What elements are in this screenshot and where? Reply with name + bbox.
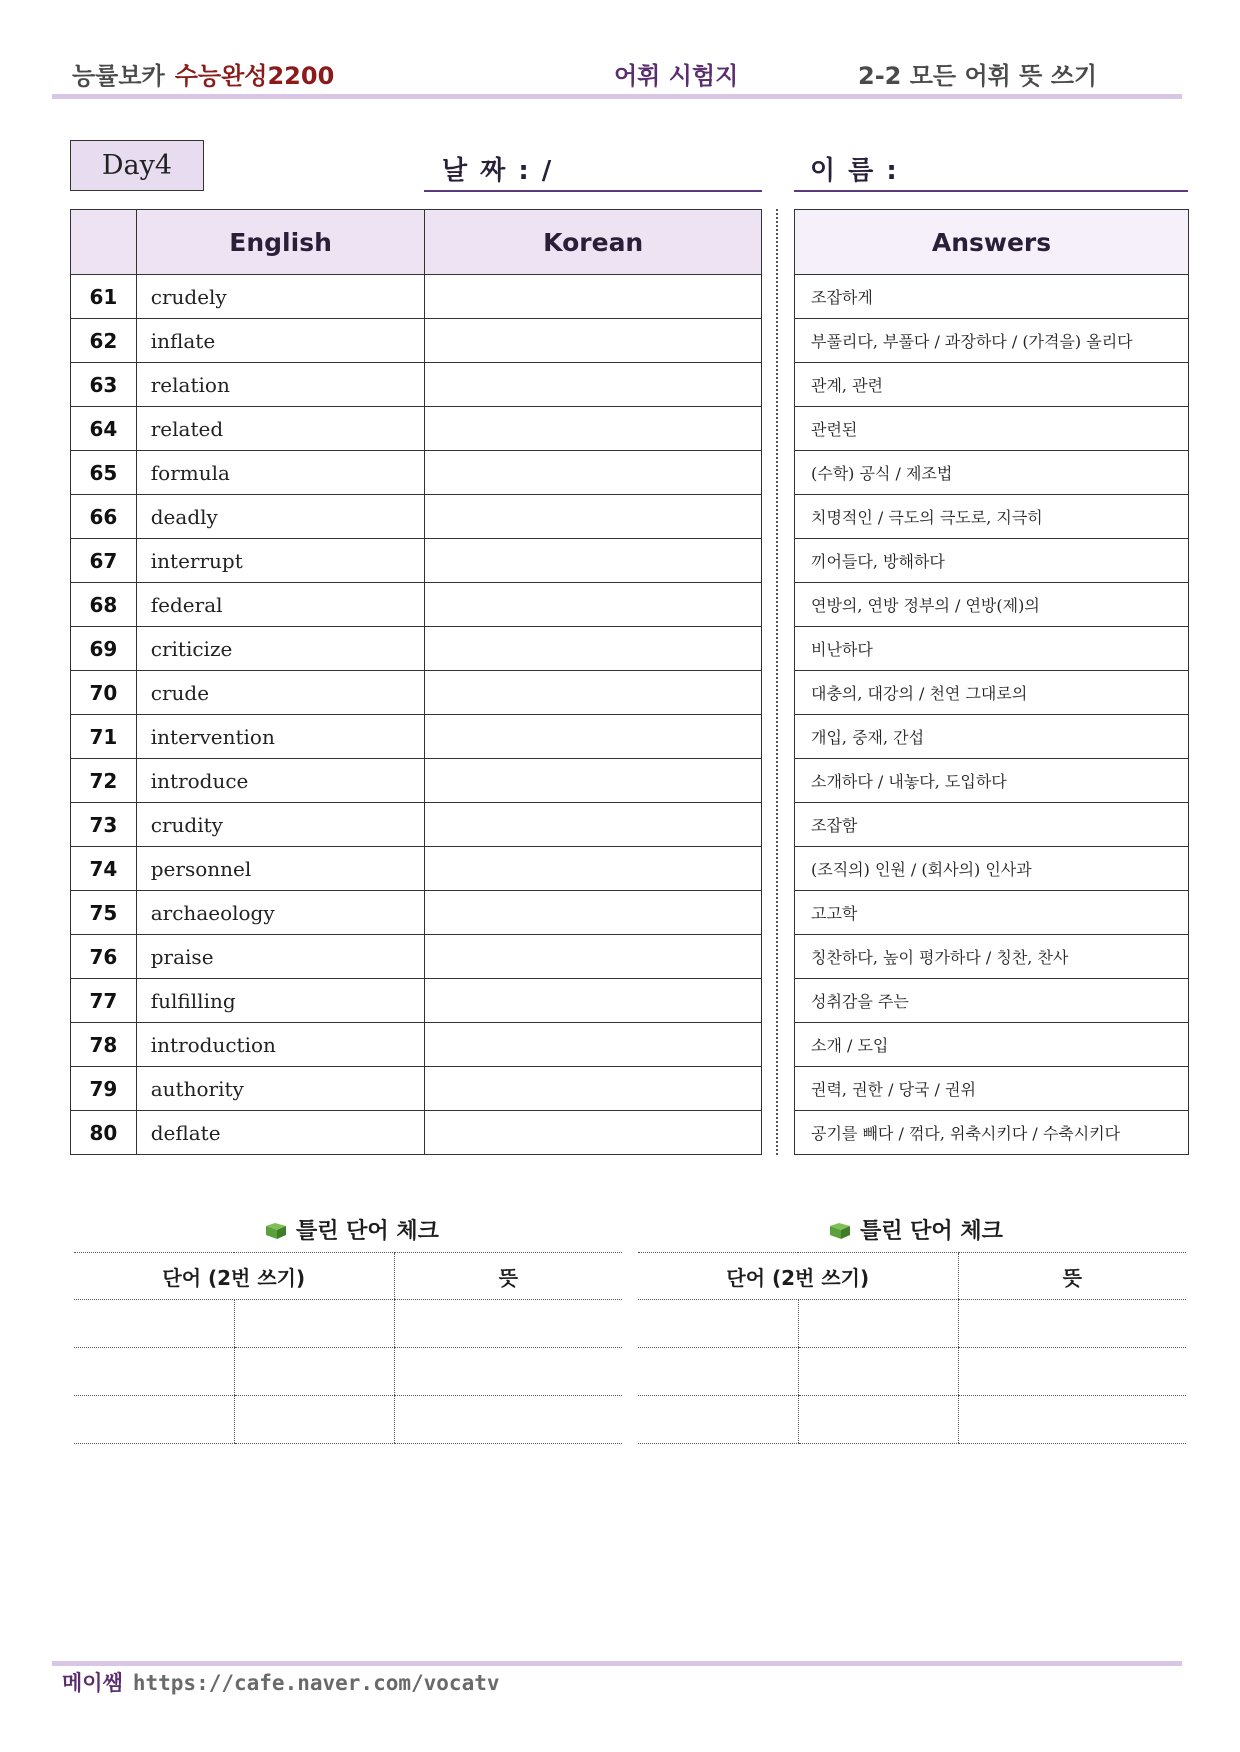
- write-cell[interactable]: [638, 1300, 798, 1348]
- answer-text: (수학) 공식 / 제조법: [795, 451, 1189, 495]
- answer-row: [795, 363, 1189, 407]
- write-cell[interactable]: [958, 1348, 1186, 1396]
- vocab-row: [71, 1111, 762, 1155]
- check-row: [638, 1348, 1186, 1396]
- english-word: deflate: [136, 1111, 425, 1155]
- english-word: authority: [136, 1067, 425, 1111]
- english-word: personnel: [136, 847, 425, 891]
- word-number: 79: [71, 1067, 137, 1111]
- word-number: 66: [71, 495, 137, 539]
- korean-answer-cell[interactable]: [425, 627, 762, 671]
- write-cell[interactable]: [394, 1396, 622, 1444]
- korean-answer-cell[interactable]: [425, 539, 762, 583]
- answer-text: 칭찬하다, 높이 평가하다 / 칭찬, 찬사: [795, 935, 1189, 979]
- write-cell[interactable]: [74, 1348, 234, 1396]
- name-label: 이 름 :: [810, 156, 899, 186]
- answer-row: [795, 451, 1189, 495]
- answer-text: 비난하다: [795, 627, 1189, 671]
- write-cell[interactable]: [798, 1348, 958, 1396]
- english-word: fulfilling: [136, 979, 425, 1023]
- header-brand: [72, 56, 334, 91]
- vocab-row: [71, 319, 762, 363]
- answer-text: 부풀리다, 부풀다 / 과장하다 / (가격을) 올리다: [795, 319, 1189, 363]
- date-field[interactable]: [424, 190, 762, 192]
- english-word: introduce: [136, 759, 425, 803]
- word-number: 71: [71, 715, 137, 759]
- english-word: relation: [136, 363, 425, 407]
- check-table-right: [638, 1252, 1186, 1444]
- word-number: 70: [71, 671, 137, 715]
- word-number: 65: [71, 451, 137, 495]
- korean-answer-cell[interactable]: [425, 1067, 762, 1111]
- vocab-row: [71, 539, 762, 583]
- check-row: [74, 1348, 622, 1396]
- vocab-row: [71, 583, 762, 627]
- book-icon: [264, 1222, 288, 1240]
- answer-text: 소개 / 도입: [795, 1023, 1189, 1067]
- answers-table: [794, 209, 1189, 1155]
- answer-text: 고고학: [795, 891, 1189, 935]
- answer-row: [795, 407, 1189, 451]
- word-number: 61: [71, 275, 137, 319]
- answer-row: [795, 979, 1189, 1023]
- english-word: crudity: [136, 803, 425, 847]
- write-cell[interactable]: [958, 1396, 1186, 1444]
- answers-header: Answers: [795, 210, 1189, 275]
- word-number: 67: [71, 539, 137, 583]
- meaning-header: 뜻: [958, 1253, 1186, 1300]
- vocab-row: [71, 803, 762, 847]
- korean-answer-cell[interactable]: [425, 275, 762, 319]
- answer-text: 개입, 중재, 간섭: [795, 715, 1189, 759]
- num-header: [71, 210, 137, 275]
- test-type: 어휘 시험지: [614, 62, 739, 90]
- word-number: 74: [71, 847, 137, 891]
- english-word: related: [136, 407, 425, 451]
- check-row: [638, 1300, 1186, 1348]
- english-word: crudely: [136, 275, 425, 319]
- word-header: 단어 (2번 쓰기): [74, 1253, 394, 1300]
- vocab-row: [71, 671, 762, 715]
- english-word: crude: [136, 671, 425, 715]
- write-cell[interactable]: [394, 1300, 622, 1348]
- day-badge: Day4: [70, 140, 204, 191]
- vocab-row: [71, 1067, 762, 1111]
- answer-row: [795, 803, 1189, 847]
- write-cell[interactable]: [74, 1300, 234, 1348]
- korean-answer-cell[interactable]: [425, 715, 762, 759]
- korean-answer-cell[interactable]: [425, 1111, 762, 1155]
- answer-text: 관련된: [795, 407, 1189, 451]
- write-cell[interactable]: [798, 1300, 958, 1348]
- word-number: 76: [71, 935, 137, 979]
- write-cell[interactable]: [74, 1396, 234, 1444]
- answer-row: [795, 1023, 1189, 1067]
- meaning-header: 뜻: [394, 1253, 622, 1300]
- write-cell[interactable]: [638, 1396, 798, 1444]
- footer-author: 메이쌤: [62, 1671, 123, 1695]
- english-word: archaeology: [136, 891, 425, 935]
- vocab-row: [71, 847, 762, 891]
- vocab-row: [71, 715, 762, 759]
- write-cell[interactable]: [234, 1300, 394, 1348]
- write-cell[interactable]: [234, 1348, 394, 1396]
- answer-text: 권력, 권한 / 당국 / 권위: [795, 1067, 1189, 1111]
- date-label: 날 짜 : /: [442, 156, 554, 186]
- vocab-row: [71, 275, 762, 319]
- korean-answer-cell[interactable]: [425, 1023, 762, 1067]
- english-word: criticize: [136, 627, 425, 671]
- answer-row: [795, 539, 1189, 583]
- english-word: federal: [136, 583, 425, 627]
- write-cell[interactable]: [394, 1348, 622, 1396]
- check-row: [74, 1300, 622, 1348]
- english-word: inflate: [136, 319, 425, 363]
- korean-answer-cell[interactable]: [425, 583, 762, 627]
- footer-link[interactable]: https://cafe.naver.com/vocatv: [132, 1671, 500, 1695]
- answer-row: [795, 627, 1189, 671]
- english-word: introduction: [136, 1023, 425, 1067]
- answer-text: 연방의, 연방 정부의 / 연방(제)의: [795, 583, 1189, 627]
- english-word: interrupt: [136, 539, 425, 583]
- brand-name: 능률보카: [72, 62, 165, 90]
- footer-rule: [52, 1661, 1182, 1666]
- vocab-row: [71, 627, 762, 671]
- vocab-table: [70, 209, 762, 1155]
- answer-text: 성취감을 주는: [795, 979, 1189, 1023]
- answer-row: [795, 759, 1189, 803]
- vocab-row: [71, 979, 762, 1023]
- english-word: formula: [136, 451, 425, 495]
- book-icon: [828, 1222, 852, 1240]
- answer-row: [795, 495, 1189, 539]
- vocab-row: [71, 363, 762, 407]
- word-header: 단어 (2번 쓰기): [638, 1253, 958, 1300]
- english-header: English: [136, 210, 425, 275]
- write-cell[interactable]: [638, 1348, 798, 1396]
- check-row: [638, 1396, 1186, 1444]
- name-field[interactable]: [794, 190, 1188, 192]
- answers-header-row: [795, 210, 1189, 275]
- check-row: [74, 1396, 622, 1444]
- check-table-left: [74, 1252, 622, 1444]
- korean-answer-cell[interactable]: [425, 759, 762, 803]
- word-number: 73: [71, 803, 137, 847]
- word-number: 62: [71, 319, 137, 363]
- check-title-right: [828, 1214, 1003, 1245]
- word-number: 64: [71, 407, 137, 451]
- answer-text: 관계, 관련: [795, 363, 1189, 407]
- korean-answer-cell[interactable]: [425, 495, 762, 539]
- check-title-text: 틀린 단어 체크: [296, 1219, 439, 1244]
- header-rule: [52, 94, 1182, 99]
- korean-answer-cell[interactable]: [425, 319, 762, 363]
- word-number: 75: [71, 891, 137, 935]
- english-word: praise: [136, 935, 425, 979]
- check-title-left: [264, 1214, 439, 1245]
- word-number: 69: [71, 627, 137, 671]
- korean-answer-cell[interactable]: [425, 847, 762, 891]
- vocab-row: [71, 451, 762, 495]
- korean-answer-cell[interactable]: [425, 407, 762, 451]
- word-number: 77: [71, 979, 137, 1023]
- answer-row: [795, 583, 1189, 627]
- answer-row: [795, 935, 1189, 979]
- vocab-row: [71, 759, 762, 803]
- answer-row: [795, 275, 1189, 319]
- word-number: 68: [71, 583, 137, 627]
- answer-row: [795, 319, 1189, 363]
- korean-answer-cell[interactable]: [425, 363, 762, 407]
- vocab-row: [71, 495, 762, 539]
- vocab-row: [71, 891, 762, 935]
- english-word: intervention: [136, 715, 425, 759]
- answer-text: 공기를 빼다 / 꺾다, 위축시키다 / 수축시키다: [795, 1111, 1189, 1155]
- vocab-row: [71, 407, 762, 451]
- vocab-row: [71, 935, 762, 979]
- answer-text: 대충의, 대강의 / 천연 그대로의: [795, 671, 1189, 715]
- section-title: 2-2 모든 어휘 뜻 쓰기: [858, 62, 1098, 90]
- write-cell[interactable]: [798, 1396, 958, 1444]
- korean-answer-cell[interactable]: [425, 935, 762, 979]
- answer-text: 소개하다 / 내놓다, 도입하다: [795, 759, 1189, 803]
- answer-text: 끼어들다, 방해하다: [795, 539, 1189, 583]
- vocab-row: [71, 1023, 762, 1067]
- check-title-text: 틀린 단어 체크: [860, 1219, 1003, 1244]
- answer-row: [795, 847, 1189, 891]
- column-divider: [776, 209, 778, 1155]
- korean-answer-cell[interactable]: [425, 979, 762, 1023]
- book-title: 수능완성2200: [174, 62, 335, 90]
- korean-answer-cell[interactable]: [425, 891, 762, 935]
- write-cell[interactable]: [958, 1300, 1186, 1348]
- answer-row: [795, 891, 1189, 935]
- word-number: 78: [71, 1023, 137, 1067]
- answer-text: 조잡하게: [795, 275, 1189, 319]
- answer-row: [795, 1067, 1189, 1111]
- korean-answer-cell[interactable]: [425, 803, 762, 847]
- word-number: 63: [71, 363, 137, 407]
- korean-answer-cell[interactable]: [425, 671, 762, 715]
- answer-text: (조직의) 인원 / (회사의) 인사과: [795, 847, 1189, 891]
- word-number: 80: [71, 1111, 137, 1155]
- english-word: deadly: [136, 495, 425, 539]
- answer-text: 치명적인 / 극도의 극도로, 지극히: [795, 495, 1189, 539]
- answer-row: [795, 671, 1189, 715]
- footer: [62, 1667, 500, 1697]
- vocab-header-row: [71, 210, 762, 275]
- korean-answer-cell[interactable]: [425, 451, 762, 495]
- korean-header: Korean: [425, 210, 762, 275]
- answer-row: [795, 1111, 1189, 1155]
- write-cell[interactable]: [234, 1396, 394, 1444]
- answer-text: 조잡함: [795, 803, 1189, 847]
- answer-row: [795, 715, 1189, 759]
- word-number: 72: [71, 759, 137, 803]
